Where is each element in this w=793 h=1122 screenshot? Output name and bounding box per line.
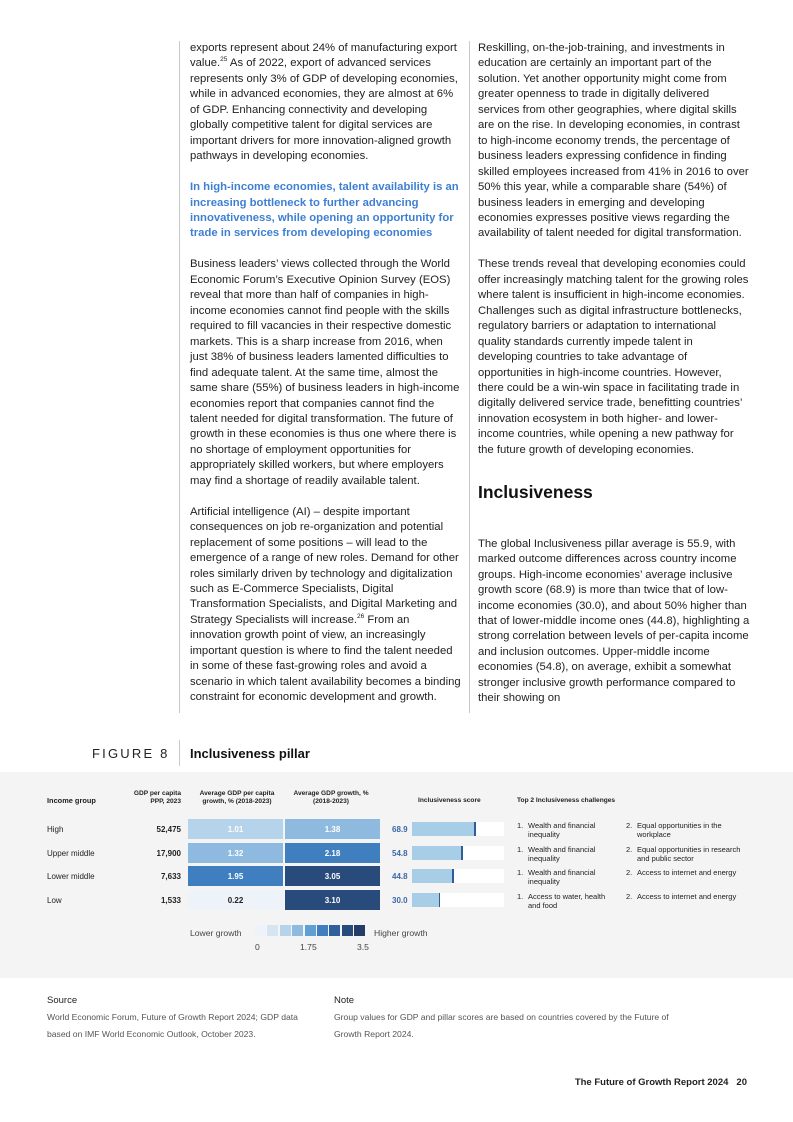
header-avg-pc-growth bbox=[188, 790, 286, 806]
challenge-number: 2. bbox=[626, 821, 633, 830]
score-bar bbox=[412, 893, 440, 907]
paragraph: The global Inclusiveness pillar average is 55.9, with marked outcome differences across country income groups. High-income economies’ average inclusive growth score (68.9) is more than twice that of low-income economies (30.0), and about 50% higher than that of lower-middle income ones (44.8), highlighting a strong correlation between levels of per-capita income and inclusion outcomes. Upper-middle income economies (54.8), on average, exhibit a somewhat stronger inclusive growth performance compared to their showing on bbox=[478, 537, 750, 705]
score-bar-marker bbox=[461, 846, 463, 860]
legend-tick: 1.75 bbox=[300, 942, 317, 952]
income-group-label: Upper middle bbox=[47, 849, 95, 858]
header-challenges: Top 2 Inclusiveness challenges bbox=[517, 797, 616, 804]
challenge-1 bbox=[517, 845, 613, 864]
footnote-ref[interactable]: 26 bbox=[357, 612, 365, 620]
challenge-text: Equal opportunities in research and public sector bbox=[637, 845, 741, 864]
pc-growth-cell: 1.95 bbox=[188, 866, 283, 886]
challenge-number: 1. bbox=[517, 821, 524, 830]
score-value: 54.8 bbox=[392, 849, 408, 858]
challenge-2 bbox=[626, 845, 751, 864]
gdp-value: 52,475 bbox=[156, 825, 181, 834]
income-group-label: High bbox=[47, 825, 64, 834]
challenge-number: 1. bbox=[517, 845, 524, 854]
challenge-text: Wealth and financial inequality bbox=[528, 845, 596, 864]
legend-swatch bbox=[255, 925, 266, 936]
challenge-text: Access to internet and energy bbox=[637, 892, 737, 901]
score-bar-track bbox=[412, 822, 504, 836]
source-text: World Economic Forum, Future of Growth Report 2024; GDP data based on IMF World Economic Outlook, October 2023. bbox=[47, 1012, 298, 1039]
challenge-number: 2. bbox=[626, 868, 633, 877]
figure-divider bbox=[179, 740, 180, 766]
note-text: Group values for GDP and pillar scores are based on countries covered by the Future of Growth Report 2024. bbox=[334, 1012, 669, 1039]
legend-high-label: Higher growth bbox=[374, 928, 428, 938]
score-bar-marker bbox=[474, 822, 476, 836]
legend-swatch bbox=[305, 925, 316, 936]
column-divider-right bbox=[469, 41, 470, 713]
challenge-text: Access to internet and energy bbox=[637, 868, 737, 877]
income-group-label: Low bbox=[47, 896, 62, 905]
right-column bbox=[478, 41, 750, 722]
page-number: 20 bbox=[736, 1077, 747, 1088]
challenge-text: Equal opportunities in the workplace bbox=[637, 821, 722, 840]
pc-growth-cell: 1.01 bbox=[188, 819, 283, 839]
challenge-text: Wealth and financial inequality bbox=[528, 868, 596, 887]
figure-label: FIGURE 8 bbox=[92, 746, 170, 761]
legend-swatch bbox=[354, 925, 365, 936]
challenge-1 bbox=[517, 868, 613, 887]
section-heading: Inclusiveness bbox=[478, 482, 593, 503]
challenge-2 bbox=[626, 892, 751, 901]
note-heading: Note bbox=[334, 995, 355, 1006]
score-bar-marker bbox=[452, 869, 454, 883]
score-bar bbox=[412, 869, 453, 883]
score-value: 68.9 bbox=[392, 825, 408, 834]
gdp-growth-cell: 2.18 bbox=[285, 843, 380, 863]
legend-tick: 3.5 bbox=[357, 942, 369, 952]
header-score: Inclusiveness score bbox=[418, 797, 481, 804]
score-bar bbox=[412, 822, 475, 836]
paragraph: These trends reveal that developing economies could offer increasingly matching talent for the growing roles where talent is insufficient in high-income economies. Challenges such as digital infrastructure bottlenecks, regulatory barriers or adaptation to international quality standards currently impede talent in developing countries to take advantage of opportunities in high-income countries. However, there could be a win-win space in facilitating trade in digitally delivered service trade, benefitting countries’ innovation ecosystem in both higher- and lower-income countries, while opening a new pathway for the future growth of developing economies. bbox=[478, 258, 749, 456]
page-footer bbox=[575, 1077, 747, 1088]
legend-tick: 0 bbox=[255, 942, 260, 952]
score-bar-track bbox=[412, 846, 504, 860]
gdp-growth-cell: 3.05 bbox=[285, 866, 380, 886]
header-gdp-line1: GDP per capita bbox=[133, 790, 181, 797]
score-value: 30.0 bbox=[392, 896, 408, 905]
income-group-label: Lower middle bbox=[47, 872, 95, 881]
header-avg-pc-line1: Average GDP per capita bbox=[199, 790, 275, 797]
header-avg-growth-line2: (2018-2023) bbox=[313, 798, 349, 805]
report-title: The Future of Growth Report 2024 bbox=[574, 1077, 729, 1088]
challenge-text: Wealth and financial inequality bbox=[528, 821, 596, 840]
paragraph: exports represent about 24% of manufacturing export value.$^{25}$ As of 2022, export of advanced services represents only 3% of GDP of developing economies, while in advanced economies, they are almost at 6% of GDP. Enhancing connectivity and developing globally competitive talent for digital services are important drivers for more innovation-aligned growth pathways in developing economies. bbox=[190, 42, 458, 163]
header-gdp-line2: PPP, 2023 bbox=[150, 798, 181, 805]
score-bar-marker bbox=[439, 893, 441, 907]
challenge-1 bbox=[517, 892, 613, 911]
score-bar-track bbox=[412, 893, 504, 907]
pc-growth-cell: 0.22 bbox=[188, 890, 283, 910]
legend-swatch bbox=[280, 925, 291, 936]
legend-swatch bbox=[317, 925, 328, 936]
legend-low-label: Lower growth bbox=[190, 928, 242, 938]
gdp-growth-cell: 3.10 bbox=[285, 890, 380, 910]
challenge-1 bbox=[517, 821, 613, 840]
column-divider-left bbox=[179, 41, 180, 713]
score-bar-track bbox=[412, 869, 504, 883]
paragraph: Reskilling, on-the-job-training, and investments in education are certainly an important part of the solution. Yet another opportunity might come from greater openness to trade in digitally delivered services from other geographies, where digital skills are on the rise. In developing economies, in contrast to high-income economy trends, the percentage of business leaders expressing confidence in finding skilled employees increased from 41% in 2016 to over 50% this year, while a comparable share (54%) of business leaders in emerging and developing economies expresses positive views regarding the availability of talent needed for digital transformation. bbox=[478, 42, 749, 240]
highlight-subheading: In high-income economies, talent availability is an increasing bottleneck to further advancing innovativeness, while opening an opportunity for trade in services from developing economies bbox=[190, 181, 459, 240]
challenge-text: Access to water, health and food bbox=[528, 892, 606, 911]
gdp-growth-cell: 1.38 bbox=[285, 819, 380, 839]
challenge-number: 1. bbox=[517, 892, 524, 901]
gdp-value: 1,533 bbox=[160, 896, 181, 905]
legend-swatch bbox=[329, 925, 340, 936]
legend-swatch bbox=[267, 925, 278, 936]
header-avg-growth bbox=[282, 790, 380, 806]
legend-swatch bbox=[292, 925, 303, 936]
gdp-value: 17,900 bbox=[156, 849, 181, 858]
score-bar bbox=[412, 846, 462, 860]
paragraph: Artificial intelligence (AI) – despite important consequences on job re-organization and potential replacement of some positions – will lead to the emergence of a range of new roles. Demand for other roles similarly driven by technology and digitalization such as E-Commerce Specialists, Digital Transformation Specialists, and Digital Marketing and Strategy Specialists will increase.$^{26}$ From an innovation growth point of view, an increasingly important question is where to find the talent needed in some of these fast-growing roles and avoid a scenario in which talent availability becomes a binding constraint for economic development and growth. bbox=[190, 505, 461, 704]
header-avg-pc-line2: growth, % (2018-2023) bbox=[202, 798, 272, 805]
header-income-group: Income group bbox=[47, 796, 96, 805]
footnote-ref[interactable]: 25 bbox=[220, 56, 228, 64]
challenge-number: 2. bbox=[626, 845, 633, 854]
source-heading: Source bbox=[47, 995, 78, 1006]
challenge-number: 1. bbox=[517, 868, 524, 877]
header-gdp bbox=[121, 790, 181, 806]
challenge-2 bbox=[626, 868, 751, 877]
figure-title: Inclusiveness pillar bbox=[190, 746, 310, 761]
legend-swatch bbox=[342, 925, 353, 936]
challenge-number: 2. bbox=[626, 892, 633, 901]
challenge-2 bbox=[626, 821, 751, 840]
gdp-value: 7,633 bbox=[160, 872, 181, 881]
score-value: 44.8 bbox=[392, 872, 408, 881]
paragraph: Business leaders’ views collected through the World Economic Forum’s Executive Opinion Survey (EOS) reveal that more than half of companies in high-income economies cannot find people with the skills required to fill vacancies in their respective domestic markets. This is a sharp increase from 2016, when just 38% of business leaders lamented difficulties to find adequate talent. At the same time, almost the same share (55%) of business leaders in high-income economies report that companies cannot find the talent needed for digital transformation. The future of growth in these economies is thus one where there is no shortage of employment opportunities for appropriately skilled workers, but where employers may find a shortage of readily available talent. bbox=[190, 258, 460, 487]
pc-growth-cell: 1.32 bbox=[188, 843, 283, 863]
left-column bbox=[190, 41, 462, 721]
header-avg-growth-line1: Average GDP growth, % bbox=[293, 790, 369, 797]
